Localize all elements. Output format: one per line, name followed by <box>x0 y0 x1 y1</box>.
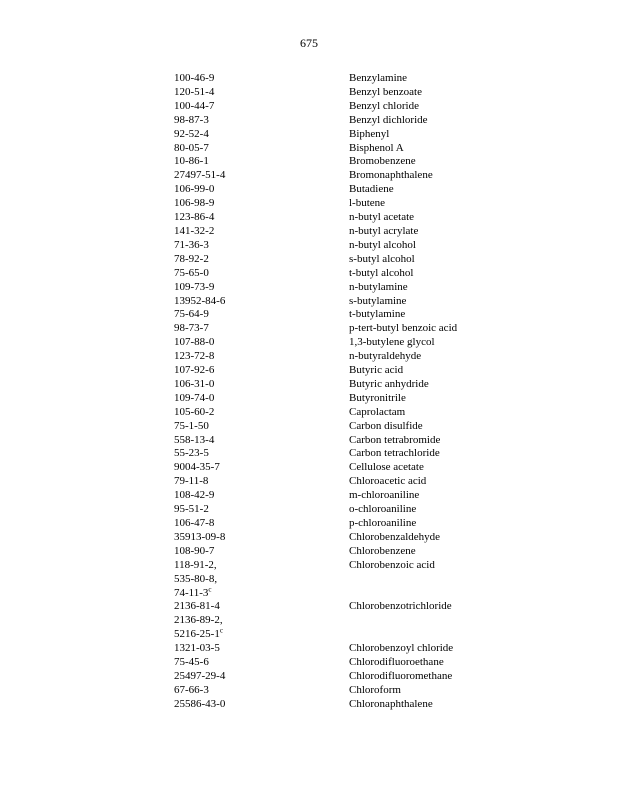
table-row <box>174 281 609 295</box>
chemical-name: Butyronitrile <box>349 391 406 404</box>
chemical-name: n-butyl acetate <box>349 211 415 224</box>
chemical-name: p-chloroaniline <box>349 517 417 529</box>
chemical-name: Carbon tetrachloride <box>349 447 440 460</box>
cas-number: 109-73-9 <box>174 280 215 293</box>
chemical-table-body <box>174 72 609 712</box>
cas-number: 35913-09-8 <box>174 530 226 543</box>
cas-number-cell <box>174 100 349 114</box>
cas-number-cell <box>174 197 349 211</box>
cas-number-cell <box>174 308 349 322</box>
cas-number: 106-47-8 <box>174 517 215 529</box>
chemical-name: s-butyl alcohol <box>349 252 415 265</box>
table-row <box>174 114 609 128</box>
cas-number: 107-92-6 <box>174 364 215 377</box>
cas-number-cell <box>174 503 349 517</box>
table-row <box>174 253 609 267</box>
table-row <box>174 322 609 336</box>
chemical-name: Chlorobenzaldehyde <box>349 530 441 543</box>
cas-number: 141-32-2 <box>174 224 215 237</box>
cas-number-cell <box>174 253 349 267</box>
cas-number: 108-42-9 <box>174 489 215 502</box>
chemical-name: Chlorobenzoic acid <box>349 558 435 571</box>
table-row <box>174 197 609 211</box>
table-row <box>174 545 609 559</box>
table-row <box>174 350 609 364</box>
cas-number: 109-74-0 <box>174 391 215 404</box>
chemical-name: m-chloroaniline <box>349 489 420 502</box>
cas-number-cell <box>174 573 349 587</box>
cas-number: 95-51-2 <box>174 503 209 516</box>
chemical-name: Cellulose acetate <box>349 461 424 474</box>
chemical-name: Chlorobenzotrichloride <box>349 600 452 613</box>
cas-number: 106-31-0 <box>174 377 215 390</box>
table-row <box>174 698 609 712</box>
chemical-name: Caprolactam <box>349 405 406 418</box>
cas-number: 25497-29-4 <box>174 669 226 682</box>
chemical-name: Chlorobenzene <box>349 544 416 557</box>
cas-number: 558-13-4 <box>174 433 215 446</box>
footnote-marker: c <box>208 584 212 593</box>
cas-number: 75-1-50 <box>174 419 209 432</box>
chemical-name: l-butene <box>349 197 386 210</box>
cas-number-cell <box>174 614 349 628</box>
cas-number-cell <box>174 517 349 531</box>
chemical-name: p-tert-butyl benzoic acid <box>349 322 458 335</box>
cas-number-cell <box>174 406 349 420</box>
table-row <box>174 461 609 475</box>
chemical-name: Bromobenzene <box>349 155 416 168</box>
table-row <box>174 155 609 169</box>
cas-number: 71-36-3 <box>174 238 209 251</box>
chemical-name: Chloroacetic acid <box>349 475 427 488</box>
chemical-name: Biphenyl <box>349 127 390 140</box>
cas-number-cell <box>174 461 349 475</box>
table-row <box>174 475 609 489</box>
cas-number-cell <box>174 183 349 197</box>
cas-number-cell <box>174 169 349 183</box>
cas-number: 80-05-7 <box>174 141 209 154</box>
table-row <box>174 420 609 434</box>
chemical-name: Butadiene <box>349 183 394 196</box>
cas-number: 107-88-0 <box>174 336 215 349</box>
table-row <box>174 684 609 698</box>
table-row <box>174 573 609 587</box>
chemical-name: t-butylamine <box>349 308 406 321</box>
table-row <box>174 239 609 253</box>
table-row <box>174 670 609 684</box>
chemical-name <box>349 614 609 628</box>
chemical-name: o-chloroaniline <box>349 503 417 516</box>
chemical-name <box>349 573 609 587</box>
chemical-name: 1,3-butylene glycol <box>349 336 435 349</box>
table-row <box>174 614 609 628</box>
cas-number: 74-11-3 <box>174 586 209 599</box>
table-row <box>174 559 609 573</box>
cas-number-cell <box>174 584 349 601</box>
chemical-name: n-butylamine <box>349 280 408 293</box>
chemical-table <box>174 72 609 712</box>
chemical-name <box>349 587 609 601</box>
table-row <box>174 434 609 448</box>
cas-number-cell <box>174 475 349 489</box>
table-row <box>174 656 609 670</box>
chemical-name: s-butylamine <box>349 294 407 307</box>
table-row <box>174 406 609 420</box>
chemical-name <box>349 628 609 642</box>
cas-number-cell <box>174 684 349 698</box>
table-row <box>174 142 609 156</box>
cas-number: 75-45-6 <box>174 656 209 669</box>
cas-number: 75-65-0 <box>174 266 209 279</box>
cas-number-cell <box>174 670 349 684</box>
cas-number: 105-60-2 <box>174 405 215 418</box>
cas-number: 98-73-7 <box>174 322 209 335</box>
cas-number-cell <box>174 420 349 434</box>
cas-number-cell <box>174 698 349 712</box>
chemical-name: Bisphenol A <box>349 141 404 154</box>
cas-number-cell <box>174 545 349 559</box>
table-row <box>174 378 609 392</box>
table-row <box>174 447 609 461</box>
table-row <box>174 392 609 406</box>
cas-number: 108-90-7 <box>174 544 215 557</box>
chemical-name: t-butyl alcohol <box>349 266 414 279</box>
cas-number: 106-99-0 <box>174 183 215 196</box>
page-number: 675 <box>300 36 318 50</box>
table-row <box>174 100 609 114</box>
cas-number: 10-86-1 <box>174 155 209 168</box>
table-row <box>174 628 609 642</box>
cas-number: 67-66-3 <box>174 683 209 696</box>
table-row <box>174 600 609 614</box>
cas-number: 100-46-9 <box>174 72 215 84</box>
table-row <box>174 128 609 142</box>
cas-number: 55-23-5 <box>174 447 209 460</box>
cas-number: 123-72-8 <box>174 350 215 363</box>
cas-number: 535-80-8, <box>174 572 218 585</box>
chemical-name: Chlorodifluoromethane <box>349 669 453 682</box>
cas-number-cell <box>174 656 349 670</box>
cas-number: 27497-51-4 <box>174 169 226 182</box>
cas-number-cell <box>174 559 349 573</box>
table-row <box>174 183 609 197</box>
table-row <box>174 503 609 517</box>
chemical-name: Carbon tetrabromide <box>349 433 441 446</box>
cas-number-cell <box>174 489 349 503</box>
table-row <box>174 211 609 225</box>
cas-number-cell <box>174 114 349 128</box>
chemical-name: Chlorodifluoroethane <box>349 656 444 669</box>
cas-number: 9004-35-7 <box>174 461 220 474</box>
cas-number: 2136-89-2, <box>174 614 223 627</box>
cas-number-cell <box>174 142 349 156</box>
footnote-marker: c <box>219 626 223 635</box>
cas-number-cell <box>174 364 349 378</box>
cas-number: 106-98-9 <box>174 197 215 210</box>
cas-number: 92-52-4 <box>174 127 209 140</box>
table-row <box>174 642 609 656</box>
table-row <box>174 364 609 378</box>
cas-number: 13952-84-6 <box>174 294 226 307</box>
cas-number-cell <box>174 239 349 253</box>
table-row <box>174 267 609 281</box>
cas-number: 120-51-4 <box>174 85 215 98</box>
cas-number-cell <box>174 531 349 545</box>
chemical-name: Benzyl chloride <box>349 99 419 112</box>
cas-number: 98-87-3 <box>174 113 209 126</box>
chemical-name: n-butyl acrylate <box>349 224 419 237</box>
table-row <box>174 72 609 86</box>
table-row <box>174 517 609 531</box>
cas-number: 1321-03-5 <box>174 642 220 655</box>
chemical-name: Benzyl dichloride <box>349 113 428 126</box>
chemical-name: Benzyl benzoate <box>349 85 422 98</box>
cas-number-cell <box>174 447 349 461</box>
cas-number-cell <box>174 350 349 364</box>
table-row <box>174 308 609 322</box>
cas-number: 78-92-2 <box>174 252 209 265</box>
cas-number-cell <box>174 128 349 142</box>
cas-number-cell <box>174 86 349 100</box>
cas-number-cell <box>174 295 349 309</box>
cas-number-cell <box>174 211 349 225</box>
cas-number: 75-64-9 <box>174 308 209 321</box>
table-row <box>174 295 609 309</box>
cas-number: 118-91-2, <box>174 558 217 571</box>
cas-number-cell <box>174 155 349 169</box>
cas-number-cell <box>174 225 349 239</box>
cas-number-cell <box>174 72 349 86</box>
cas-number: 5216-25-1 <box>174 628 220 641</box>
table-row <box>174 336 609 350</box>
chemical-name: Carbon disulfide <box>349 419 423 432</box>
cas-number: 2136-81-4 <box>174 600 220 613</box>
cas-number-cell <box>174 392 349 406</box>
cas-number-cell <box>174 322 349 336</box>
cas-number-cell <box>174 267 349 281</box>
cas-number-cell <box>174 600 349 614</box>
chemical-name: Chloronaphthalene <box>349 697 433 710</box>
chemical-name: n-butyl alcohol <box>349 238 416 251</box>
cas-number: 100-44-7 <box>174 99 215 112</box>
table-row <box>174 531 609 545</box>
chemical-name: Chlorobenzoyl chloride <box>349 642 454 655</box>
chemical-name: Bromonaphthalene <box>349 169 433 182</box>
chemical-name: Benzylamine <box>349 72 408 84</box>
table-row <box>174 489 609 503</box>
cas-number: 25586-43-0 <box>174 697 226 710</box>
chemical-name: Chloroform <box>349 683 401 696</box>
chemical-name: Butyric anhydride <box>349 377 429 390</box>
chemical-name: n-butyraldehyde <box>349 350 422 363</box>
cas-number-cell <box>174 378 349 392</box>
cas-number-cell <box>174 281 349 295</box>
table-row <box>174 587 609 601</box>
table-row <box>174 169 609 183</box>
cas-number-cell <box>174 628 349 642</box>
table-row <box>174 86 609 100</box>
cas-number: 123-86-4 <box>174 211 215 224</box>
cas-number: 79-11-8 <box>174 475 209 488</box>
table-row <box>174 225 609 239</box>
cas-number-cell <box>174 336 349 350</box>
cas-number-cell <box>174 642 349 656</box>
chemical-name: Butyric acid <box>349 364 404 377</box>
cas-number-cell <box>174 434 349 448</box>
